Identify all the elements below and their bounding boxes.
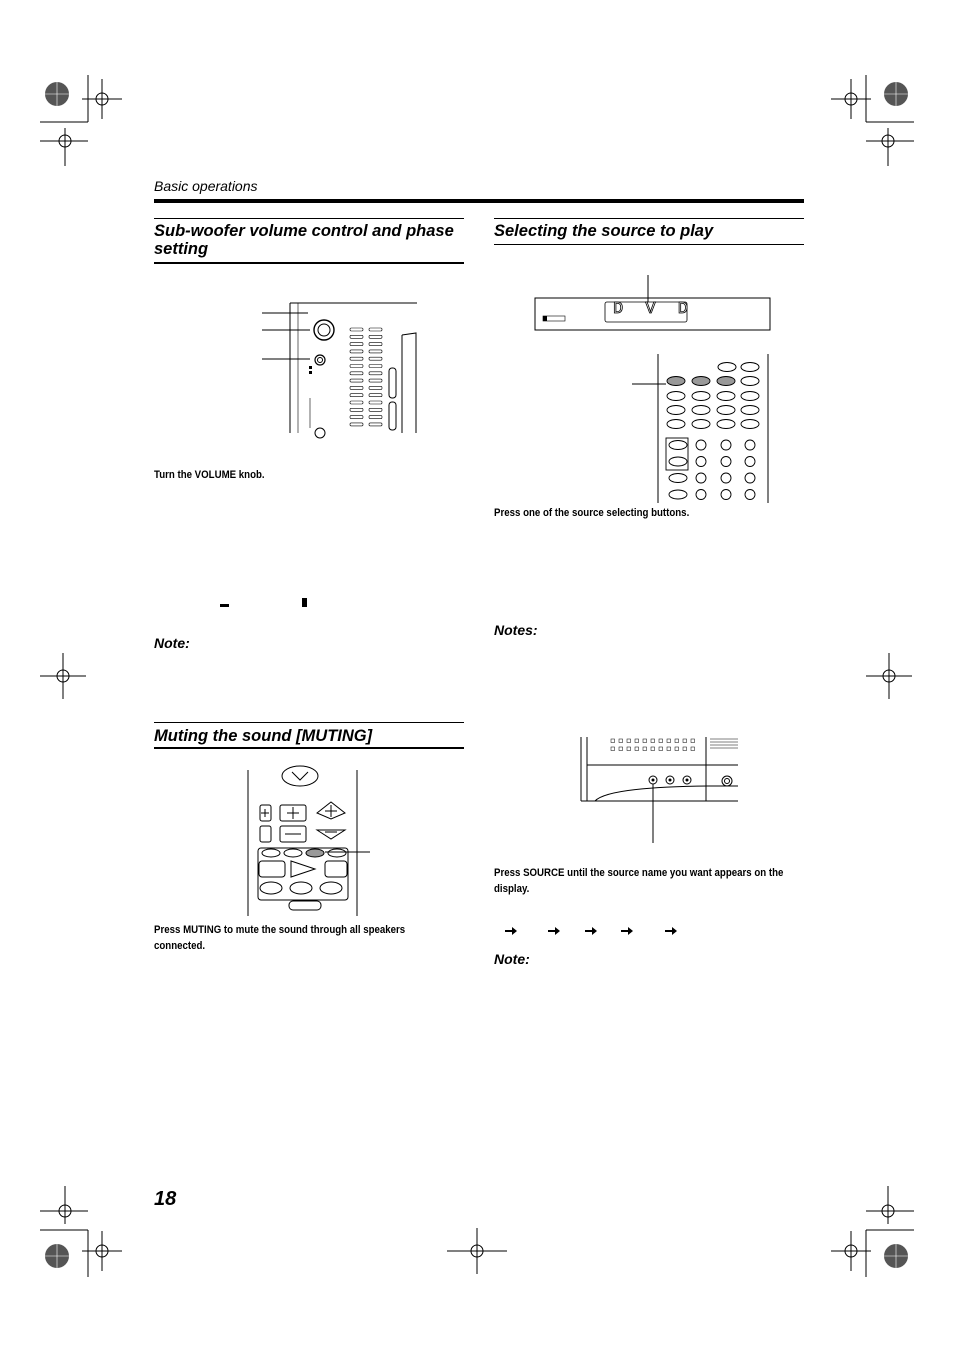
front-panel-source-illustration — [578, 735, 743, 845]
subwoofer-instruction: Turn the VOLUME knob. — [154, 469, 265, 481]
page-number: 18 — [154, 1188, 177, 1210]
source-panel-instruction: Press SOURCE until the source name you want appears on the display. — [494, 867, 784, 895]
source-note-label: Note: — [494, 951, 530, 967]
source-notes-label: Notes: — [494, 622, 538, 638]
header-rule — [154, 199, 804, 203]
source-title-rule-bottom — [494, 244, 804, 245]
source-section-title: Selecting the source to play — [494, 222, 714, 240]
muting-section-title: Muting the sound [MUTING] — [154, 727, 373, 745]
phase-indicator — [215, 597, 315, 609]
display-source-text: D V D — [613, 300, 695, 319]
subwoofer-note-label: Note: — [154, 635, 190, 651]
source-sequence-arrows — [505, 925, 695, 937]
muting-instruction: Press MUTING to mute the sound through all speakers connected. — [154, 924, 406, 952]
source-remote-instruction: Press one of the source selecting buttons. — [494, 507, 690, 519]
subwoofer-title-rule-bottom — [154, 262, 464, 264]
source-title-rule-top — [494, 218, 804, 219]
muting-title-rule-bottom — [154, 747, 464, 749]
subwoofer-panel-illustration — [260, 300, 420, 435]
remote-source-buttons-illustration — [630, 350, 770, 505]
remote-muting-illustration — [245, 768, 385, 918]
muting-title-rule-top — [154, 722, 464, 723]
section-label: Basic operations — [154, 178, 258, 194]
subwoofer-title-rule-top — [154, 218, 464, 219]
subwoofer-section-title: Sub-woofer volume control and phase setting — [154, 222, 454, 258]
